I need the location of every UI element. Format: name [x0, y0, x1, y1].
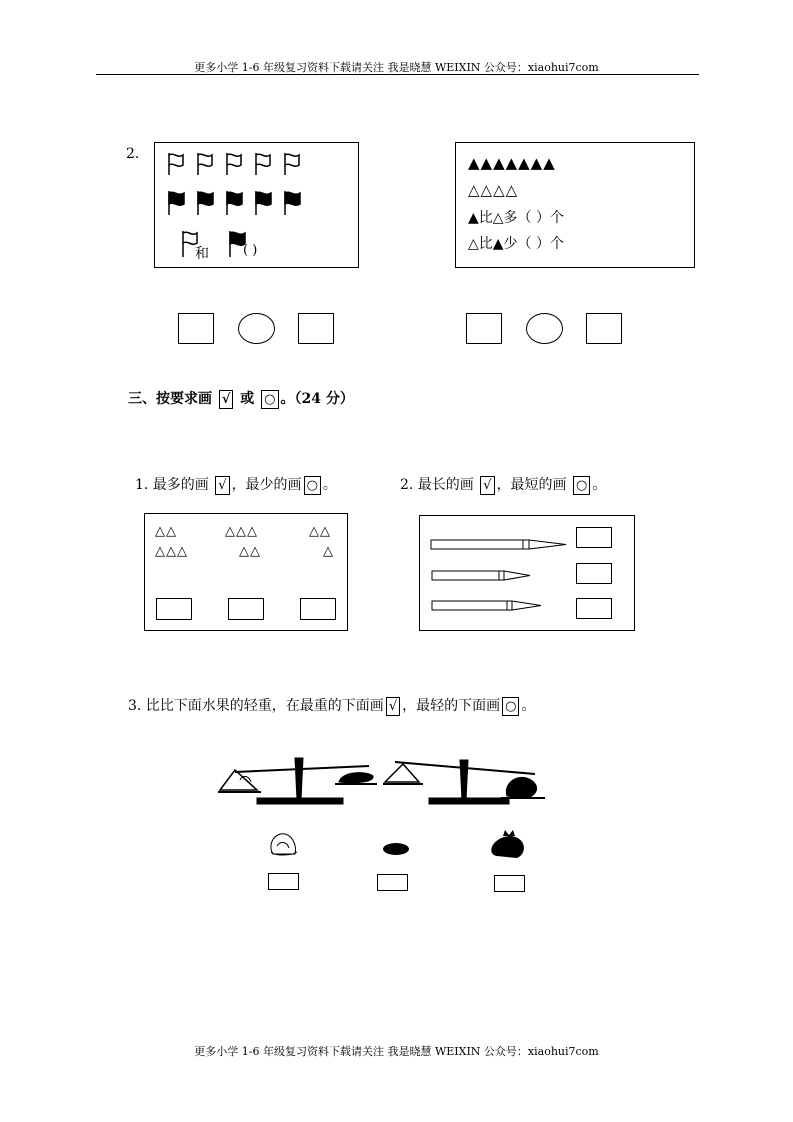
- pencil-short: [432, 571, 530, 580]
- balance-scale-2: [383, 760, 545, 804]
- question-3-2-prompt: [400, 474, 606, 495]
- fruits-illustration: [265, 826, 535, 862]
- question-3-1-prompt: [135, 474, 337, 495]
- prompt-text: ，最短的画: [496, 477, 567, 493]
- balance-scales-illustration: [215, 752, 555, 812]
- prompt-text: 2. 最长的画: [400, 477, 474, 493]
- medium-fruit: [383, 843, 409, 855]
- group-1-answer-box[interactable]: [156, 598, 192, 620]
- header-rule: [96, 74, 699, 75]
- prompt-text: 。: [322, 477, 337, 493]
- flag-picture-box: [154, 142, 359, 268]
- section-title-pre: 三、按要求画: [128, 391, 212, 407]
- group-2-row-1: △△△: [225, 524, 258, 539]
- prompt-text: 1. 最多的画: [135, 477, 209, 493]
- white-triangles-row: △△△△: [468, 181, 519, 199]
- prompt-text: ，最少的画: [231, 477, 302, 493]
- light-fruit: [271, 834, 297, 855]
- check-symbol: √: [386, 697, 400, 716]
- prompt-text: 3. 比比下面水果的轻重，在最重的下面画: [128, 698, 384, 714]
- group-3-row-2: △: [323, 544, 334, 559]
- fruit-2-answer-box[interactable]: [377, 874, 408, 891]
- white-flags-row: [169, 153, 299, 175]
- pencil-medium: [432, 601, 541, 610]
- answer-box-left-2[interactable]: [298, 313, 334, 344]
- balance-scale-1: [218, 758, 377, 804]
- circle-symbol: ○: [304, 476, 321, 495]
- heavy-fruit: [491, 830, 524, 858]
- fruit-3-answer-box[interactable]: [494, 875, 525, 892]
- answer-box-left-1[interactable]: [178, 313, 214, 344]
- page-header: 更多小学 1-6 年级复习资料下载请关注 我是晓慧 WEIXIN 公众号：xiaohui7com: [194, 61, 599, 74]
- section-title-post: 。（24 分）: [280, 391, 354, 407]
- triangle-compare-box: [455, 142, 695, 268]
- section-title-or: 或: [240, 391, 255, 407]
- pencil-medium-answer-box[interactable]: [576, 598, 612, 619]
- question-2-number: 2.: [126, 146, 140, 162]
- pencil-long: [431, 540, 566, 549]
- pencil-compare-box: [419, 515, 635, 631]
- answer-circle-right[interactable]: [526, 313, 563, 344]
- circle-symbol: ○: [502, 697, 519, 716]
- pencil-short-answer-box[interactable]: [576, 563, 612, 584]
- question-3-3-prompt: [128, 695, 535, 716]
- check-symbol: √: [219, 390, 234, 409]
- group-3-row-1: △△: [309, 524, 331, 539]
- group-3-answer-box[interactable]: [300, 598, 336, 620]
- compare-line-1: ▲比△多（ ）个: [468, 210, 564, 226]
- answer-box-right-1[interactable]: [466, 313, 502, 344]
- triangle-groups-box: [144, 513, 348, 631]
- fruit-1-answer-box[interactable]: [268, 873, 299, 890]
- prompt-text: 。: [592, 477, 607, 493]
- pencil-long-answer-box[interactable]: [576, 527, 612, 548]
- black-triangles-row: ▲▲▲▲▲▲▲: [468, 154, 556, 172]
- group-1-row-2: △△△: [155, 544, 188, 559]
- page-footer: 更多小学 1-6 年级复习资料下载请关注 我是晓慧 WEIXIN 公众号：xiaohui7com: [194, 1045, 599, 1058]
- prompt-text: ，最轻的下面画: [402, 698, 501, 714]
- group-1-row-1: △△: [155, 524, 177, 539]
- check-symbol: √: [215, 476, 229, 495]
- check-symbol: √: [480, 476, 494, 495]
- answer-box-right-2[interactable]: [586, 313, 622, 344]
- group-2-row-2: △△: [239, 544, 261, 559]
- circle-symbol: ○: [573, 476, 590, 495]
- compare-line-2: △比▲少（ ）个: [468, 236, 564, 252]
- flags-illustration: [155, 143, 360, 269]
- black-flags-row: [169, 191, 300, 215]
- group-2-answer-box[interactable]: [228, 598, 264, 620]
- section-3-title: [128, 388, 354, 409]
- prompt-text: 。: [521, 698, 536, 714]
- answer-blank[interactable]: ( ): [243, 243, 258, 258]
- compare-word: 和: [195, 246, 209, 262]
- answer-circle-left[interactable]: [238, 313, 275, 344]
- circle-symbol: ○: [261, 390, 278, 409]
